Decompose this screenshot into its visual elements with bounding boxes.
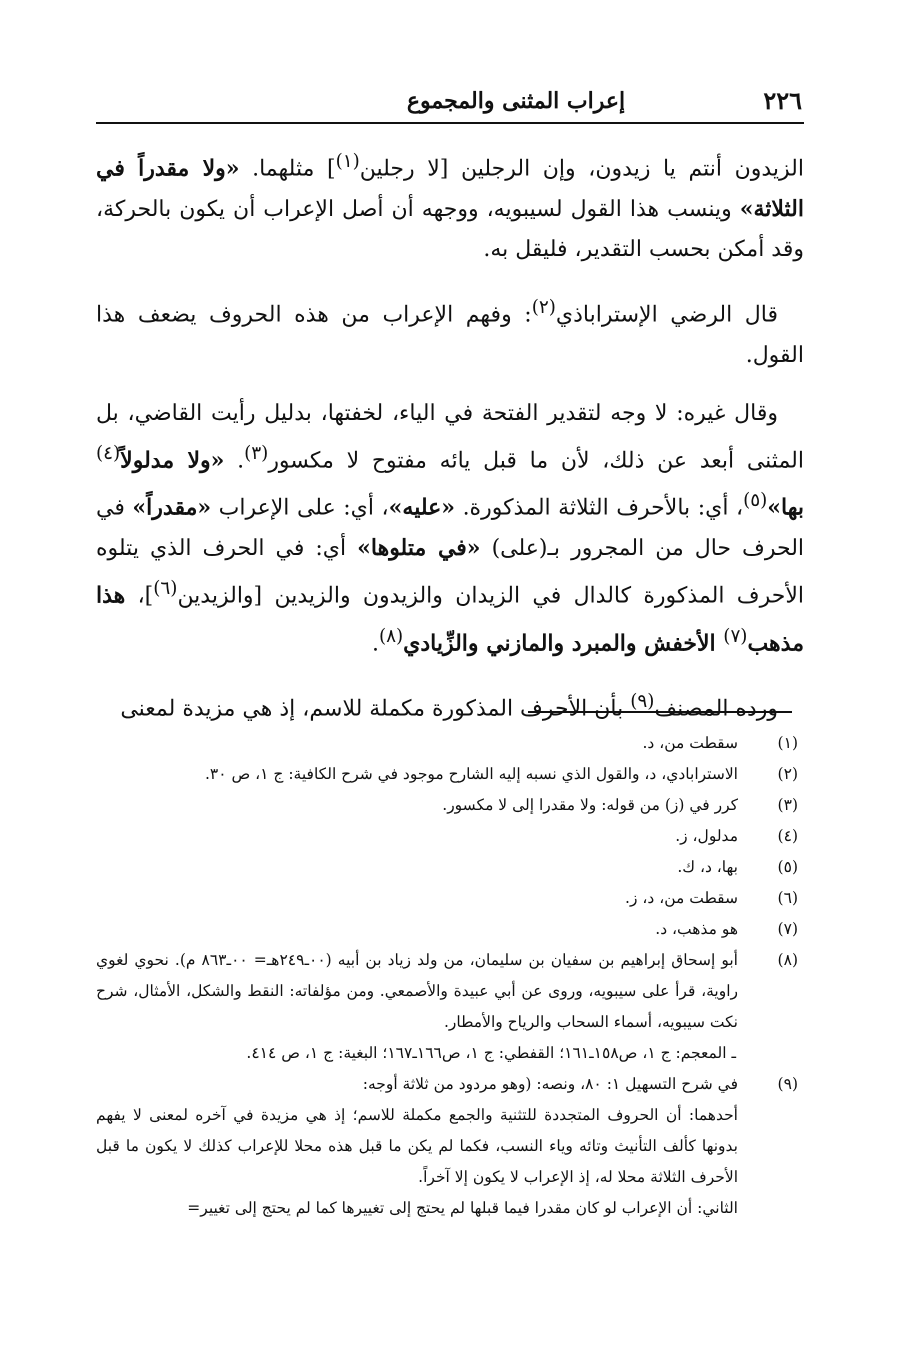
footnote xyxy=(96,852,804,883)
footnote-ref: (١) xyxy=(335,151,360,172)
paragraph-4: ورده المصنف$^{(٩)}$ بأن الأحرف المذكورة مكملة للاسم، إذ هي مزيدة لمعنى xyxy=(120,690,778,722)
footnote xyxy=(96,790,804,821)
footnote-number: (٢) xyxy=(777,765,798,783)
main-text xyxy=(96,142,804,747)
footnote-ref: (٧) xyxy=(723,625,748,647)
quoted-matn: «عليه» xyxy=(388,494,456,521)
footnote xyxy=(96,945,804,1069)
footnote-text: الاسترابادي، د، والقول الذي نسبه إليه الشارح موجود في شرح الكافية: ج ١، ص ٣٠. xyxy=(204,765,738,783)
footnote-ref: (٨) xyxy=(378,625,404,647)
footnote-ref: (٦) xyxy=(153,578,178,600)
running-title: إعراب المثنى والمجموع xyxy=(406,88,626,114)
footnote-quote: أحدهما: أن الحروف المتجددة للتثنية والجمع مكملة للاسم؛ إذ هي مزيدة في آخره لمعنى لا يفهم بدونها كألف التأنيث وتائه وياء النسب، فكما لم يكن ما قبل هذه محلا للإعراب كذلك لا يكون ما قبل الأحرف الثلاثة محلا له، إذ الإعراب لا يكون إلا آخراً. xyxy=(96,1106,738,1186)
footnote-quote: الثاني: أن الإعراب لو كان مقدرا فيما قبلها لم يحتج إلى تغييرها كما لم يحتج إلى تغيير= xyxy=(187,1199,738,1217)
footnote xyxy=(96,728,804,759)
footnote-number: (٩) xyxy=(777,1075,798,1093)
footnote-number: (٧) xyxy=(777,920,798,938)
paragraph-1: الزيدون أنتم يا زيدون، وإن الرجلين [لا رجلين$^{(١)}$] مثلهما. «ولا مقدراً في الثلاثة» وينسب هذا القول لسيبويه، ووجهه أن أصل الإعراب أن يكون بالحركة، وقد أمكن بحسب التقدير، فليقل به. xyxy=(96,151,804,263)
footnote-text: مدلول، ز. xyxy=(675,827,738,845)
footnote-number: (٦) xyxy=(777,889,798,907)
footnote-text: بها، د، ك. xyxy=(677,858,738,876)
quoted-matn: «في متلوها» xyxy=(357,535,481,562)
paragraph-2: قال الرضي الإستراباذي$^{(٢)}$: وفهم الإعراب من هذه الحروف يضعف هذا القول. xyxy=(96,297,804,368)
footnote-text: سقطت من، د. xyxy=(642,734,738,752)
paragraph-3: وقال غيره: لا وجه لتقدير الفتحة في الياء، لخفتها، بدليل رأيت القاضي، بل المثنى أبعد عن ذلك، لأن ما قبل يائه مفتوح لا مكسور$^{(٣)}$. «ولا مدلولاً$^{(٤)}$ بها»$^{(٥)}$، أي: بالأحرف الثلاثة المذكورة. «عليه»، أي: على الإعراب «مقدراً» في الحرف حال من المجرور بـ(على) «في متلوها» أي: في الحرف الذي يتلوه الأحرف المذكورة كالدال في الزيدان والزيدون والزيدين [والزيدين$^{(٦)}$]، هذا مذهب$^{(٧)}$ الأخفش والمبرد والمازني والزِّيادي$^{(٨)}$. xyxy=(96,400,805,656)
footnote-number: (٥) xyxy=(777,858,798,876)
footnote-number: (٣) xyxy=(777,796,798,814)
quoted-matn: «ولا مدلولاً xyxy=(120,446,225,473)
quoted-matn: هذا مذهب xyxy=(96,582,804,656)
footnote-number: (١) xyxy=(777,734,798,752)
footnote-text: هو مذهب، د. xyxy=(655,920,738,938)
quoted-matn: بها» xyxy=(767,494,804,521)
footnote-text: أبو إسحاق إبراهيم بن سفيان بن سليمان، من ولد زياد بن أبيه (٠٠ـ٢٤٩هـ= ٠٠ـ٨٦٣ م). نحوي لغوي راوية، قرأ على سيبويه، وروى عن أبي عبيدة والأصمعي. ومن مؤلفاته: النقط والشكل، الأمثال، شرح نكت سيبويه، أسماء السحاب والرياح والأمطار. xyxy=(96,951,738,1031)
footnote-number: (٨) xyxy=(777,951,798,969)
footnote xyxy=(96,821,804,852)
footnote-ref: (٩) xyxy=(630,690,655,712)
footnote-reference-line: ـ المعجم: ج ١، ص١٥٨ـ١٦١؛ القفطي: ج ١، ص١٦٦ـ١٦٧؛ البغية: ج ١، ص ٤١٤. xyxy=(246,1044,736,1062)
page-number: ٢٢٦ xyxy=(763,86,802,115)
footnote xyxy=(96,883,804,914)
footnote-number: (٤) xyxy=(777,827,798,845)
footnote-text: كرر في (ز) من قوله: ولا مقدرا إلى لا مكسور. xyxy=(442,796,738,814)
quoted-matn: «ولا مقدراً في الثلاثة» xyxy=(96,155,804,223)
footnote-ref: (٤) xyxy=(96,442,121,464)
footnote xyxy=(96,759,804,790)
footnote xyxy=(96,1069,804,1224)
quoted-matn: الأخفش والمبرد والمازني والزِّيادي xyxy=(403,629,724,656)
footnotes xyxy=(96,728,804,1224)
footnote xyxy=(96,914,804,945)
quoted-matn: «مقدراً» xyxy=(132,494,212,521)
footnote-ref: (٥) xyxy=(743,489,768,511)
footnote-ref: (٣) xyxy=(244,442,269,464)
footnote-ref: (٢) xyxy=(531,297,556,319)
footnote-text: سقطت من، د، ز. xyxy=(625,889,738,907)
page-header xyxy=(96,86,804,124)
footnote-separator xyxy=(528,711,792,713)
footnote-text: في شرح التسهيل ١: ٨٠، ونصه: (وهو مردود من ثلاثة أوجه: xyxy=(362,1075,738,1093)
